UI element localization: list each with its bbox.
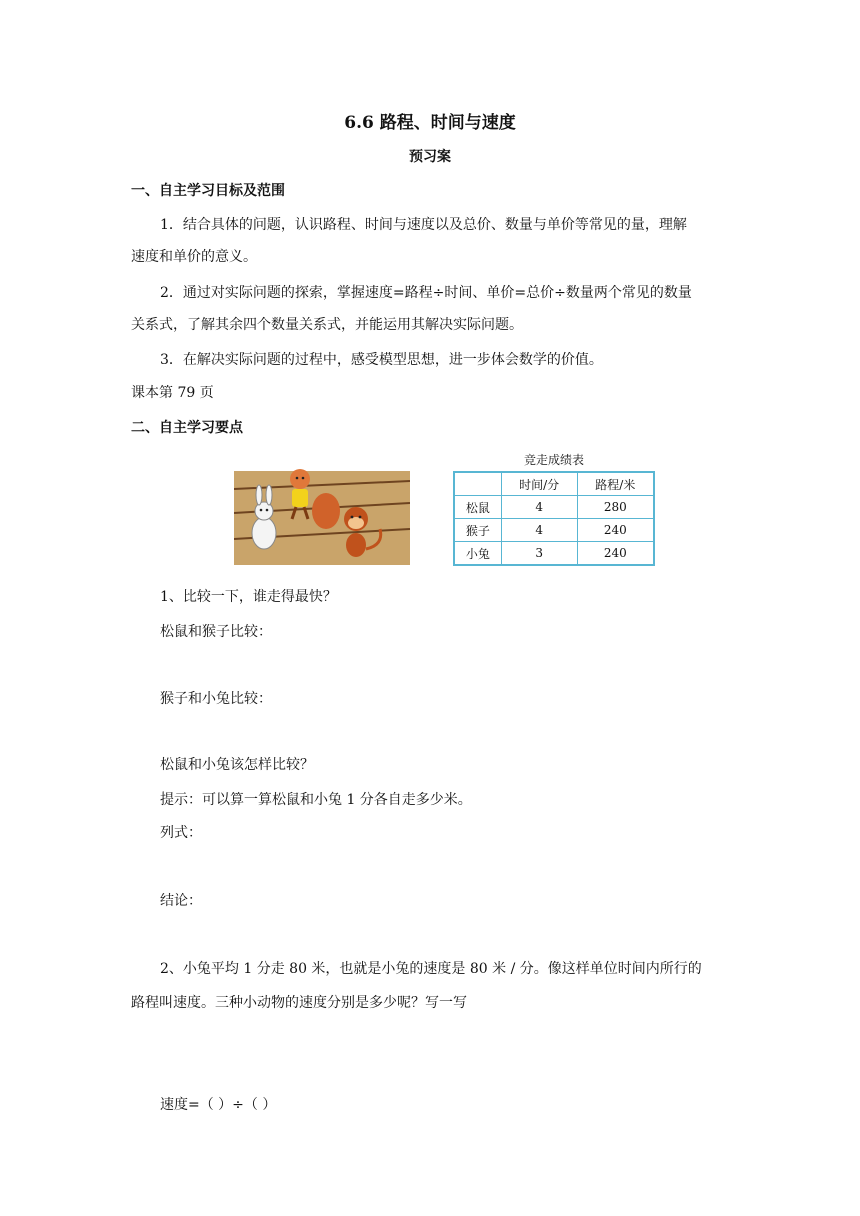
formula-label: 列式： <box>160 825 202 841</box>
compare-squirrel-monkey: 松鼠和猴子比较： <box>160 624 272 640</box>
textbook-page: 课本第 79 页 <box>131 385 214 401</box>
score-table-caption: 竞走成绩表 <box>523 453 584 467</box>
objective-3-line1: 3．在解决实际问题的过程中，感受模型思想，进一步体会数学的价值。 <box>160 352 603 368</box>
question-1-prompt: 1、比较一下，谁走得最快？ <box>160 589 337 605</box>
animal-name-cell: 猴子 <box>454 519 501 542</box>
score-table <box>453 471 655 566</box>
question-2-line2: 路程叫速度。三种小动物的速度分别是多少呢？写一写 <box>131 995 467 1011</box>
objective-2-line1: 2．通过对实际问题的探索，掌握速度=路程÷时间、单价=总价÷数量两个常见的数量 <box>160 285 692 301</box>
distance-cell: 240 <box>577 542 654 566</box>
score-table-header-row <box>454 472 654 496</box>
section1-heading: 一、自主学习目标及范围 <box>131 183 285 199</box>
score-table-header-time: 时间/分 <box>501 472 577 496</box>
table-row <box>454 542 654 566</box>
objective-1-line1: 1．结合具体的问题，认识路程、时间与速度以及总价、数量与单价等常见的量，理解 <box>160 217 687 233</box>
objective-2-line2: 关系式，了解其余四个数量关系式，并能运用其解决实际问题。 <box>131 317 523 333</box>
page-subtitle: 预习案 <box>409 149 451 165</box>
time-cell: 4 <box>501 496 577 519</box>
time-cell: 4 <box>501 519 577 542</box>
table-row <box>454 496 654 519</box>
hint-text: 提示：可以算一算松鼠和小兔 1 分各自走多少米。 <box>160 792 472 808</box>
distance-cell: 280 <box>577 496 654 519</box>
compare-monkey-rabbit: 猴子和小兔比较： <box>160 691 272 707</box>
animal-name-cell: 小兔 <box>454 542 501 566</box>
objective-1-line2: 速度和单价的意义。 <box>131 249 257 265</box>
conclusion-label: 结论： <box>160 893 202 909</box>
compare-squirrel-rabbit: 松鼠和小兔该怎样比较？ <box>160 757 314 773</box>
speed-formula: 速度=（ ）÷（ ） <box>160 1097 277 1113</box>
page-title: 6.6 路程、时间与速度 <box>344 113 516 133</box>
question-2-line1: 2、小兔平均 1 分走 80 米，也就是小兔的速度是 80 米 / 分。像这样单位时间内所行的 <box>160 961 702 977</box>
section2-heading: 二、自主学习要点 <box>131 420 243 436</box>
time-cell: 3 <box>501 542 577 566</box>
score-table-header-distance: 路程/米 <box>577 472 654 496</box>
table-row <box>454 519 654 542</box>
race-illustration <box>234 453 410 565</box>
distance-cell: 240 <box>577 519 654 542</box>
animal-name-cell: 松鼠 <box>454 496 501 519</box>
score-table-header-blank <box>454 472 501 496</box>
